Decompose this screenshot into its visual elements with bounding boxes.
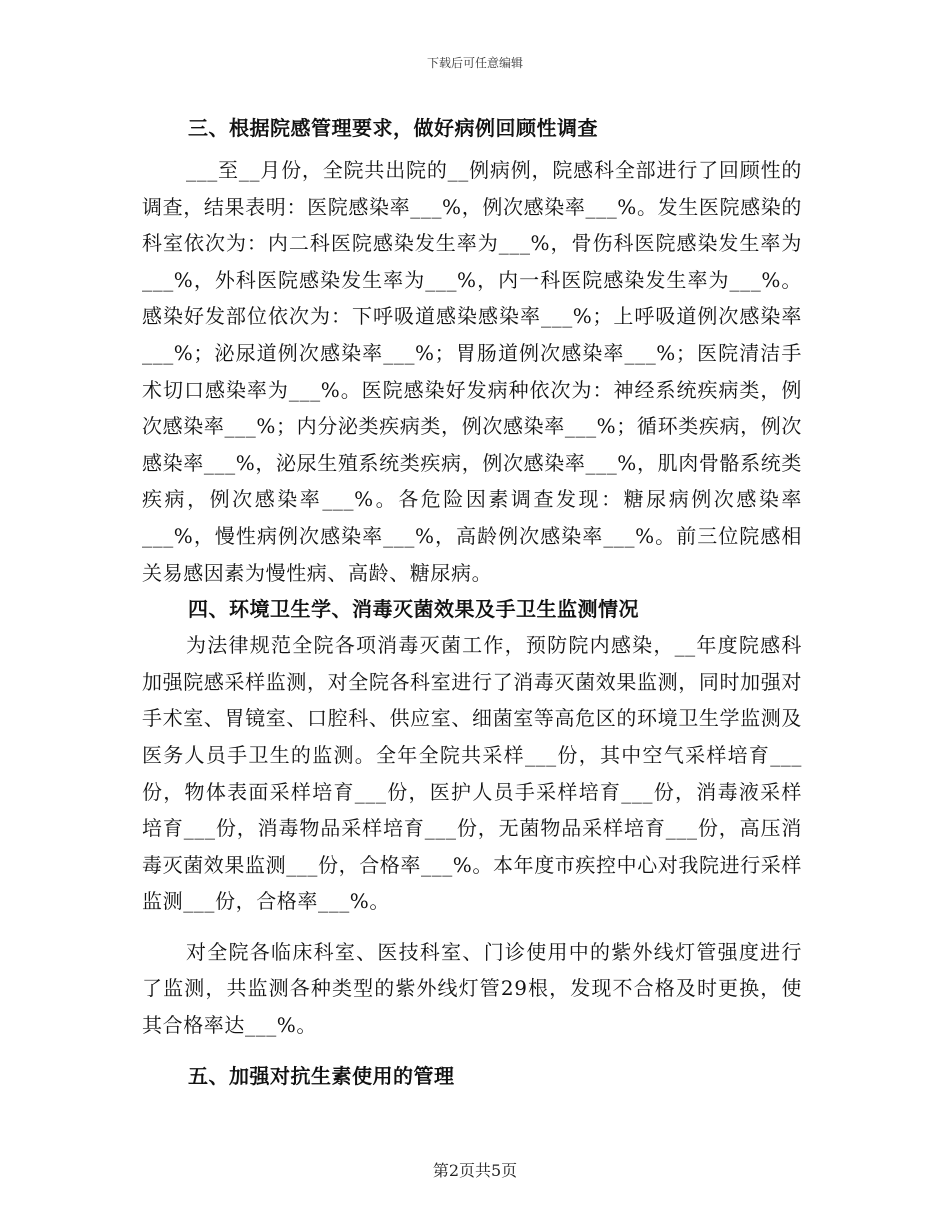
section-4-paragraph-1: 为法律规范全院各项消毒灭菌工作，预防院内感染，__年度院感科加强院感采样监测，对全院各科室进行了消毒灭菌效果监测，同时加强对手术室、胃镜室、口腔科、供应室、细菌室等高危区的环境卫生学监测及医务人员手卫生的监测。全年全院共采样___份，其中空气采样培育___份，物体表面采样培育___份，医护人员手采样培育___份，消毒液采样培育___份，消毒物品采样培育___份，无菌物品采样培育___份，高压消毒灭菌效果监测___份，合格率___%。本年度市疾控中心对我院进行采样监测___份，合格率___%。 (142, 633, 803, 914)
section-3-heading: 三、根据院感管理要求，做好病例回顾性调查 (188, 116, 598, 140)
section-3-paragraph: ___至__月份，全院共出院的__例病例，院感科全部进行了回顾性的调查，结果表明：医院感染率___%，例次感染率___%。发生医院感染的科室依次为：内二科医院感染发生率为___%，骨伤科医院感染发生率为___%，外科医院感染发生率为___%，内一科医院感染发生率为___%。感染好发部位依次为：下呼吸道感染感染率___%；上呼吸道例次感染率___%；泌尿道例次感染率___%；胃肠道例次感染率___%；医院清洁手术切口感染率为___%。医院感染好发病种依次为：神经系统疾病类，例次感染率___%；内分泌类疾病类，例次感染率___%；循环类疾病，例次感染率___%，泌尿生殖系统类疾病，例次感染率___%，肌肉骨骼系统类疾病，例次感染率___%。各危险因素调查发现：糖尿病例次感染率___%，慢性病例次感染率___%，高龄例次感染率___%。前三位院感相关易感因素为慢性病、高龄、糖尿病。 (142, 158, 802, 585)
section-5-heading: 五、加强对抗生素使用的管理 (188, 1063, 455, 1088)
document-body (142, 110, 802, 1094)
section-4-paragraph-2: 对全院各临床科室、医技科室、门诊使用中的紫外线灯管强度进行了监测，共监测各种类型的紫外线灯管29根，发现不合格及时更换，使其合格率达___%。 (142, 939, 802, 1038)
section-4-heading: 四、环境卫生学、消毒灭菌效果及手卫生监测情况 (188, 597, 639, 622)
page-header: 下载后可任意编辑 (426, 56, 523, 70)
page-number: 第2页共5页 (432, 1161, 518, 1180)
